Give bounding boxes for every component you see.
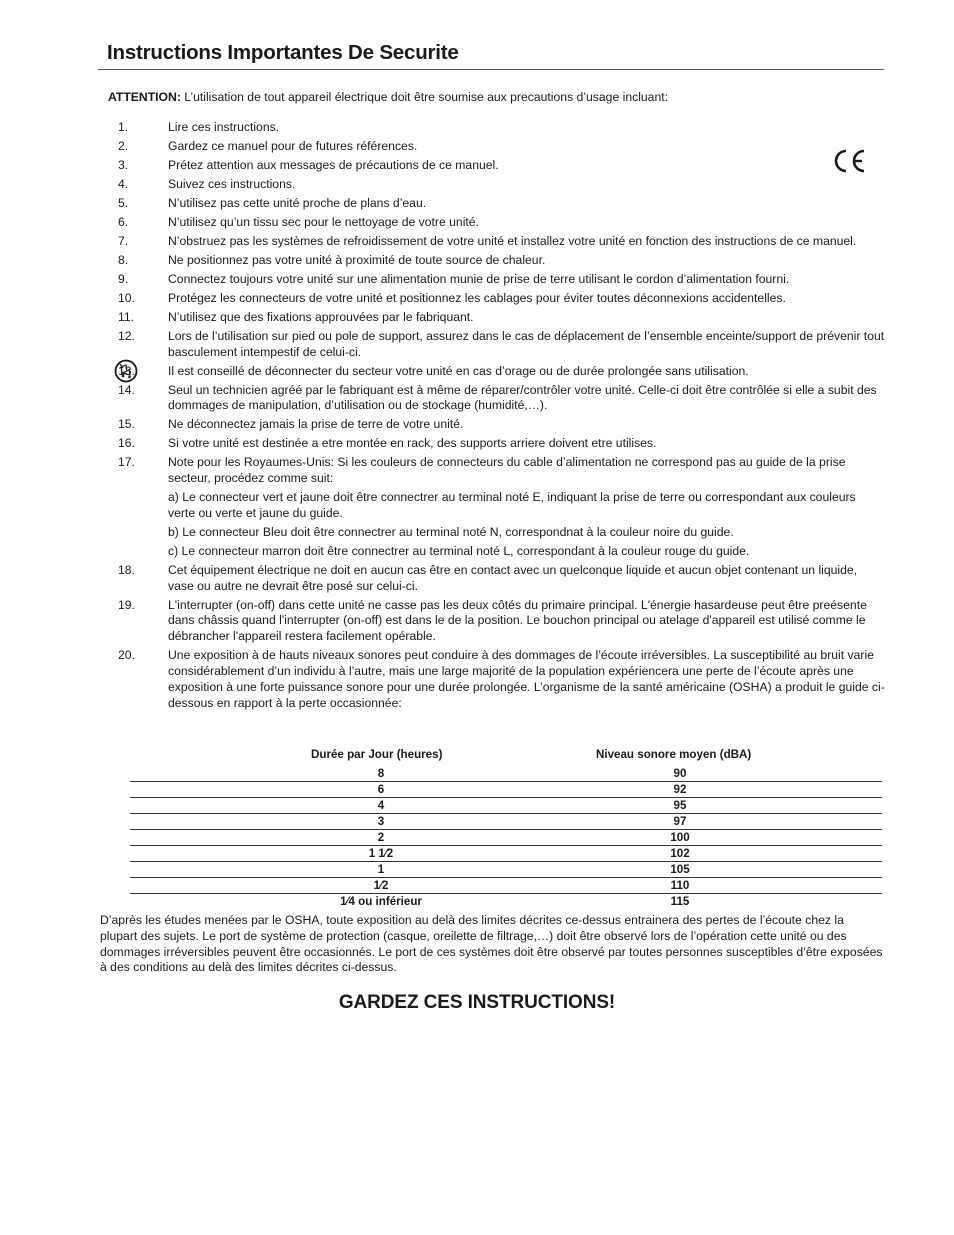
table-header: [130, 748, 882, 766]
header-duration: Durée par Jour (heures): [311, 748, 443, 761]
list-item: [100, 139, 885, 155]
cell-duration: 8: [377, 766, 385, 780]
item-number: 15.: [118, 417, 135, 432]
title-divider: [98, 69, 884, 70]
list-item: [100, 436, 885, 452]
item-subtext: a) Le connecteur vert et jaune doit être connectrer au terminal noté E, indiquant la prise de terre ou correspondant aux couleurs verte ou verte et jaune du guide.: [168, 490, 856, 520]
item-text: N’obstruez pas les systèmes de refroidissement de votre unité et installez votre unité en fonction des instructions de ce manuel.: [168, 233, 857, 248]
page-title: Instructions Importantes De Securite: [107, 41, 459, 64]
item-text: N’utilisez qu’un tissu sec pour le nettoyage de votre unité.: [168, 214, 479, 229]
cell-level: 100: [670, 830, 690, 844]
item-number: 17.: [118, 455, 135, 470]
item-text: L'interrupter (on-off) dans cette unité ne casse pas les deux côtés du primaire principal. L'énergie hasardeuse peut être preésente dans châssis quand l'interrupter (on-off) est dans le de la position. Le bouchon principal ou atelage d'appareil est utilisé comme le débrancher l'appareil restera facilement opérable.: [168, 597, 867, 644]
table-row: [130, 830, 882, 846]
table-row: [130, 782, 882, 798]
table-row: [130, 878, 882, 894]
cell-level: 90: [673, 766, 687, 780]
item-number: 12.: [118, 328, 135, 343]
list-item: [100, 120, 885, 136]
cell-level: 92: [673, 782, 687, 796]
cell-level: 105: [670, 862, 690, 876]
cell-level: 110: [670, 878, 690, 892]
list-item: [100, 158, 885, 174]
item-text: Seul un technicien agréé par le fabriquant est à même de réparer/contrôler votre unité. Celle-ci doit être contrôlée si elle a subit des dommages de manipulation, d’utilisation ou de stockage (humidité,…).: [168, 382, 877, 413]
list-item: [100, 455, 885, 559]
footer-heading: GARDEZ CES INSTRUCTIONS!: [338, 992, 616, 1013]
item-number: 19.: [118, 597, 135, 612]
item-number: 9.: [118, 271, 129, 286]
list-item: [100, 417, 885, 433]
attention-label: ATTENTION:: [108, 90, 181, 104]
item-text: Prétez attention aux messages de précautions de ce manuel.: [168, 157, 499, 172]
item-text: N’utilisez que des fixations approuvées par le fabriquant.: [168, 309, 474, 324]
item-number: 7.: [118, 233, 129, 248]
item-text: Note pour les Royaumes-Unis: Si les couleurs de connecteurs du cable d’alimentation ne correspond pas au guide de la prise secteur, procédez comme suit:: [168, 455, 846, 486]
item-text: Il est conseillé de déconnecter du secteur votre unité en cas d’orage ou de durée prolongée sans utilisation.: [168, 363, 749, 378]
list-item: [100, 253, 885, 269]
item-text: Protégez les connecteurs de votre unité et positionnez les cablages pour éviter toutes déconnexions accidentelles.: [168, 290, 786, 305]
table-row: [130, 798, 882, 814]
item-text: Lire ces instructions.: [168, 120, 280, 134]
list-item: [100, 310, 885, 326]
item-number: 6.: [118, 214, 129, 229]
list-item: [100, 364, 885, 380]
item-number: 2.: [118, 138, 129, 153]
table-row: [130, 862, 882, 878]
cell-duration: 1: [377, 862, 385, 876]
item-number: 13.: [118, 363, 135, 378]
item-number: 14.: [118, 382, 135, 397]
item-number: 10.: [118, 290, 135, 305]
list-item: [100, 329, 885, 361]
cell-duration: 3: [377, 814, 385, 828]
list-item: [100, 215, 885, 231]
cell-level: 115: [670, 894, 690, 908]
noise-exposure-table: [130, 748, 882, 909]
list-item: [100, 383, 885, 415]
item-number: 5.: [118, 195, 129, 210]
item-text: Une exposition à de hauts niveaux sonores peut conduire à des dommages de l’écoute irréversibles. La susceptibilité au bruit varie considérablement d’un individu à l’autre, mais une large majorité de la population expériencera une perte de l’écoute après une exposition à une forte puissance sonore pour une durée prolongée. L’organisme de la santé américaine (OSHA) a produit le guide ci-dessous en rapport à la perte occasionnée:: [168, 648, 885, 710]
item-number: 11.: [118, 309, 135, 324]
cell-level: 97: [673, 814, 687, 828]
table-row: [130, 814, 882, 830]
item-text: Cet équipement électrique ne doit en aucun cas être en contact avec un quelconque liquide et aucun objet contenant un liquide, vase ou autre ne devrait être posé sur celui-ci.: [168, 562, 858, 593]
list-item: [100, 177, 885, 193]
item-subtext: c) Le connecteur marron doit être connectrer au terminal noté L, correspondant à la couleur rouge du guide.: [168, 543, 750, 558]
item-text: Suivez ces instructions.: [168, 176, 296, 191]
attention-paragraph: [108, 90, 888, 105]
item-text: N’utilisez pas cette unité proche de plans d’eau.: [168, 195, 427, 210]
item-number: 8.: [118, 252, 129, 267]
table-body: [130, 766, 882, 909]
list-item: [100, 563, 885, 595]
safety-instructions-list: [100, 120, 885, 715]
list-item: [100, 272, 885, 288]
table-row: [130, 894, 882, 909]
item-text: Si votre unité est destinée a etre montée en rack, des supports arriere doivent etre utilises.: [168, 436, 657, 451]
list-item: [100, 598, 885, 645]
item-number: 20.: [118, 648, 135, 663]
list-item: [100, 196, 885, 212]
item-subtext: b) Le connecteur Bleu doit être connectrer au terminal noté N, correspondnat à la couleur noire du guide.: [168, 524, 734, 539]
attention-text: L’utilisation de tout appareil électrique doit être soumise aux precautions d’usage incluant:: [180, 90, 669, 104]
item-number: 16.: [118, 436, 135, 451]
cell-duration: 6: [377, 782, 385, 796]
table-row: [130, 766, 882, 782]
item-number: 18.: [118, 562, 135, 577]
cell-duration: 1 1⁄2: [368, 846, 394, 860]
list-item: [100, 648, 885, 711]
header-level: Niveau sonore moyen (dBA): [596, 748, 752, 761]
cell-level: 95: [673, 798, 687, 812]
item-text: Ne positionnez pas votre unité à proximité de toute source de chaleur.: [168, 252, 546, 267]
list-item: [100, 291, 885, 307]
item-number: 3.: [118, 157, 129, 172]
item-text: Gardez ce manuel pour de futures références.: [168, 138, 418, 153]
item-text: Lors de l’utilisation sur pied ou pole de support, assurez dans le cas de déplacement de l’ensemble enceinte/support de prévenir tout basculement intempestif de celui-ci.: [168, 328, 885, 359]
item-text: Ne déconnectez jamais la prise de terre de votre unité.: [168, 417, 464, 432]
cell-level: 102: [670, 846, 690, 860]
osha-note: D’après les études menées par le OSHA, toute exposition au delà des limites décrites ce-dessus entrainera des pertes de l’écoute chez la plupart des sujets. Le port de système de protection (casque, oreilette de filtrage,…) doit être observé lors de l’opération cette unité ou des dommages irréversibles peuvent être occasionnés. Le port de ces systèmes doit être observé par toutes personnes susceptibles d’être exposées à des conditions au delà des limites décrites ci-dessus.: [100, 913, 883, 975]
table-row: [130, 846, 882, 862]
cell-duration: 2: [377, 830, 385, 844]
list-item: [100, 234, 885, 250]
item-number: 1.: [118, 120, 129, 134]
cell-duration: 1⁄2: [373, 878, 389, 892]
cell-duration: 1⁄4 ou inférieur: [340, 894, 422, 908]
item-text: Connectez toujours votre unité sur une alimentation munie de prise de terre utilisant le cordon d’alimentation fourni.: [168, 271, 790, 286]
cell-duration: 4: [377, 798, 385, 812]
item-number: 4.: [118, 176, 129, 191]
